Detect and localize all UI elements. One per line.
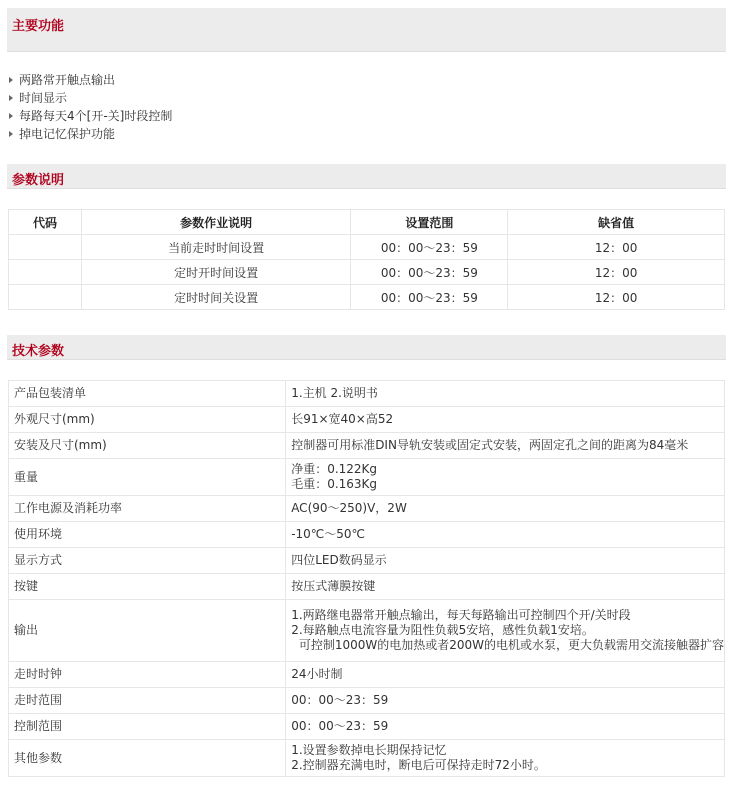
tech-label: 走时时钟	[9, 662, 286, 688]
column-header: 缺省值	[508, 210, 725, 235]
tech-value-line: 00：00～23：59	[291, 719, 389, 733]
triangle-bullet-icon	[9, 113, 13, 119]
list-item	[8, 71, 172, 89]
feature-label: 每路每天4个[开-关]时段控制	[19, 109, 173, 123]
tech-value-line: 2.控制器充满电时，断电后可保持走时72小时。	[291, 758, 546, 772]
tech-value-line: AC(90～250)V，2W	[291, 501, 407, 515]
table-row	[9, 235, 725, 260]
tech-value-line: 控制器可用标准DIN导轨安装或固定式安装，两固定孔之间的距离为84毫米	[291, 438, 689, 452]
feature-label: 两路常开触点输出	[19, 73, 116, 87]
tech-label: 控制范围	[9, 714, 286, 740]
tech-value	[286, 548, 725, 574]
table-cell: 12：00	[508, 260, 725, 285]
tech-table	[8, 380, 725, 777]
tech-value	[286, 688, 725, 714]
tech-value	[286, 381, 725, 407]
column-header: 设置范围	[351, 210, 508, 235]
tech-value	[286, 740, 725, 777]
param-table	[8, 209, 725, 310]
tech-value	[286, 459, 725, 496]
features-section-header	[7, 8, 726, 52]
tech-label: 走时范围	[9, 688, 286, 714]
list-item	[8, 89, 172, 107]
table-cell: 00：00～23：59	[351, 285, 508, 310]
features-section-title: 主要功能	[12, 19, 65, 34]
tech-label: 按键	[9, 574, 286, 600]
tech-value	[286, 522, 725, 548]
table-row	[9, 522, 725, 548]
list-item	[8, 107, 172, 125]
tech-label: 使用环境	[9, 522, 286, 548]
tech-value-line: 净重：0.122Kg	[291, 462, 378, 476]
tech-value-line: 1.两路继电器常开触点输出，每天每路输出可控制四个开/关时段	[291, 608, 631, 622]
tech-label: 工作电源及消耗功率	[9, 496, 286, 522]
table-cell	[9, 285, 82, 310]
tech-value	[286, 433, 725, 459]
table-row	[9, 496, 725, 522]
table-row	[9, 407, 725, 433]
tech-label: 输出	[9, 600, 286, 662]
triangle-bullet-icon	[9, 77, 13, 83]
params-section-header	[7, 164, 726, 189]
table-cell	[9, 260, 82, 285]
tech-section-title: 技术参数	[12, 344, 65, 359]
table-row	[9, 548, 725, 574]
tech-label: 产品包装清单	[9, 381, 286, 407]
feature-label: 掉电记忆保护功能	[19, 127, 116, 141]
tech-value-line: 24小时制	[291, 667, 343, 681]
table-cell: 当前走时时间设置	[81, 235, 351, 260]
table-cell: 12：00	[508, 235, 725, 260]
tech-value	[286, 496, 725, 522]
table-row	[9, 433, 725, 459]
params-section-title: 参数说明	[12, 173, 65, 188]
tech-value-line: 2.每路触点电流容量为阻性负载5安培，感性负载1安培。	[291, 623, 594, 637]
table-row	[9, 714, 725, 740]
triangle-bullet-icon	[9, 95, 13, 101]
table-cell: 00：00～23：59	[351, 235, 508, 260]
tech-value-line: 可控制1000W的电加热或者200W的电机或水泵，更大负载需用交流接触器扩容	[291, 638, 724, 652]
table-row	[9, 260, 725, 285]
tech-value-line: 长91×宽40×高52	[291, 412, 394, 426]
tech-value	[286, 600, 725, 662]
tech-label: 重量	[9, 459, 286, 496]
feature-list	[8, 71, 172, 143]
table-header-row	[9, 210, 725, 235]
column-header: 参数作业说明	[81, 210, 351, 235]
tech-label: 其他参数	[9, 740, 286, 777]
feature-label: 时间显示	[19, 91, 68, 105]
table-row	[9, 459, 725, 496]
tech-value-line: -10℃～50℃	[291, 527, 366, 541]
column-header: 代码	[9, 210, 82, 235]
table-cell: 定时时间关设置	[81, 285, 351, 310]
table-cell: 12：00	[508, 285, 725, 310]
tech-value-line: 1.设置参数掉电长期保持记忆	[291, 743, 447, 757]
tech-value	[286, 574, 725, 600]
table-row	[9, 381, 725, 407]
tech-label: 显示方式	[9, 548, 286, 574]
tech-value-line: 1.主机 2.说明书	[291, 386, 378, 400]
table-row	[9, 688, 725, 714]
tech-value-line: 按压式薄膜按键	[291, 579, 376, 593]
tech-label: 外观尺寸(mm)	[9, 407, 286, 433]
table-row	[9, 600, 725, 662]
tech-value	[286, 714, 725, 740]
table-row	[9, 662, 725, 688]
table-row	[9, 285, 725, 310]
tech-value-line: 四位LED数码显示	[291, 553, 387, 567]
tech-section-header	[7, 335, 726, 360]
table-row	[9, 574, 725, 600]
triangle-bullet-icon	[9, 131, 13, 137]
table-cell	[9, 235, 82, 260]
table-cell: 00：00～23：59	[351, 260, 508, 285]
tech-value	[286, 662, 725, 688]
table-row	[9, 740, 725, 777]
table-cell: 定时开时间设置	[81, 260, 351, 285]
list-item	[8, 125, 172, 143]
tech-value	[286, 407, 725, 433]
tech-label: 安装及尺寸(mm)	[9, 433, 286, 459]
tech-value-line: 00：00～23：59	[291, 693, 389, 707]
tech-table-body	[9, 381, 725, 777]
tech-value-line: 毛重：0.163Kg	[291, 477, 378, 491]
